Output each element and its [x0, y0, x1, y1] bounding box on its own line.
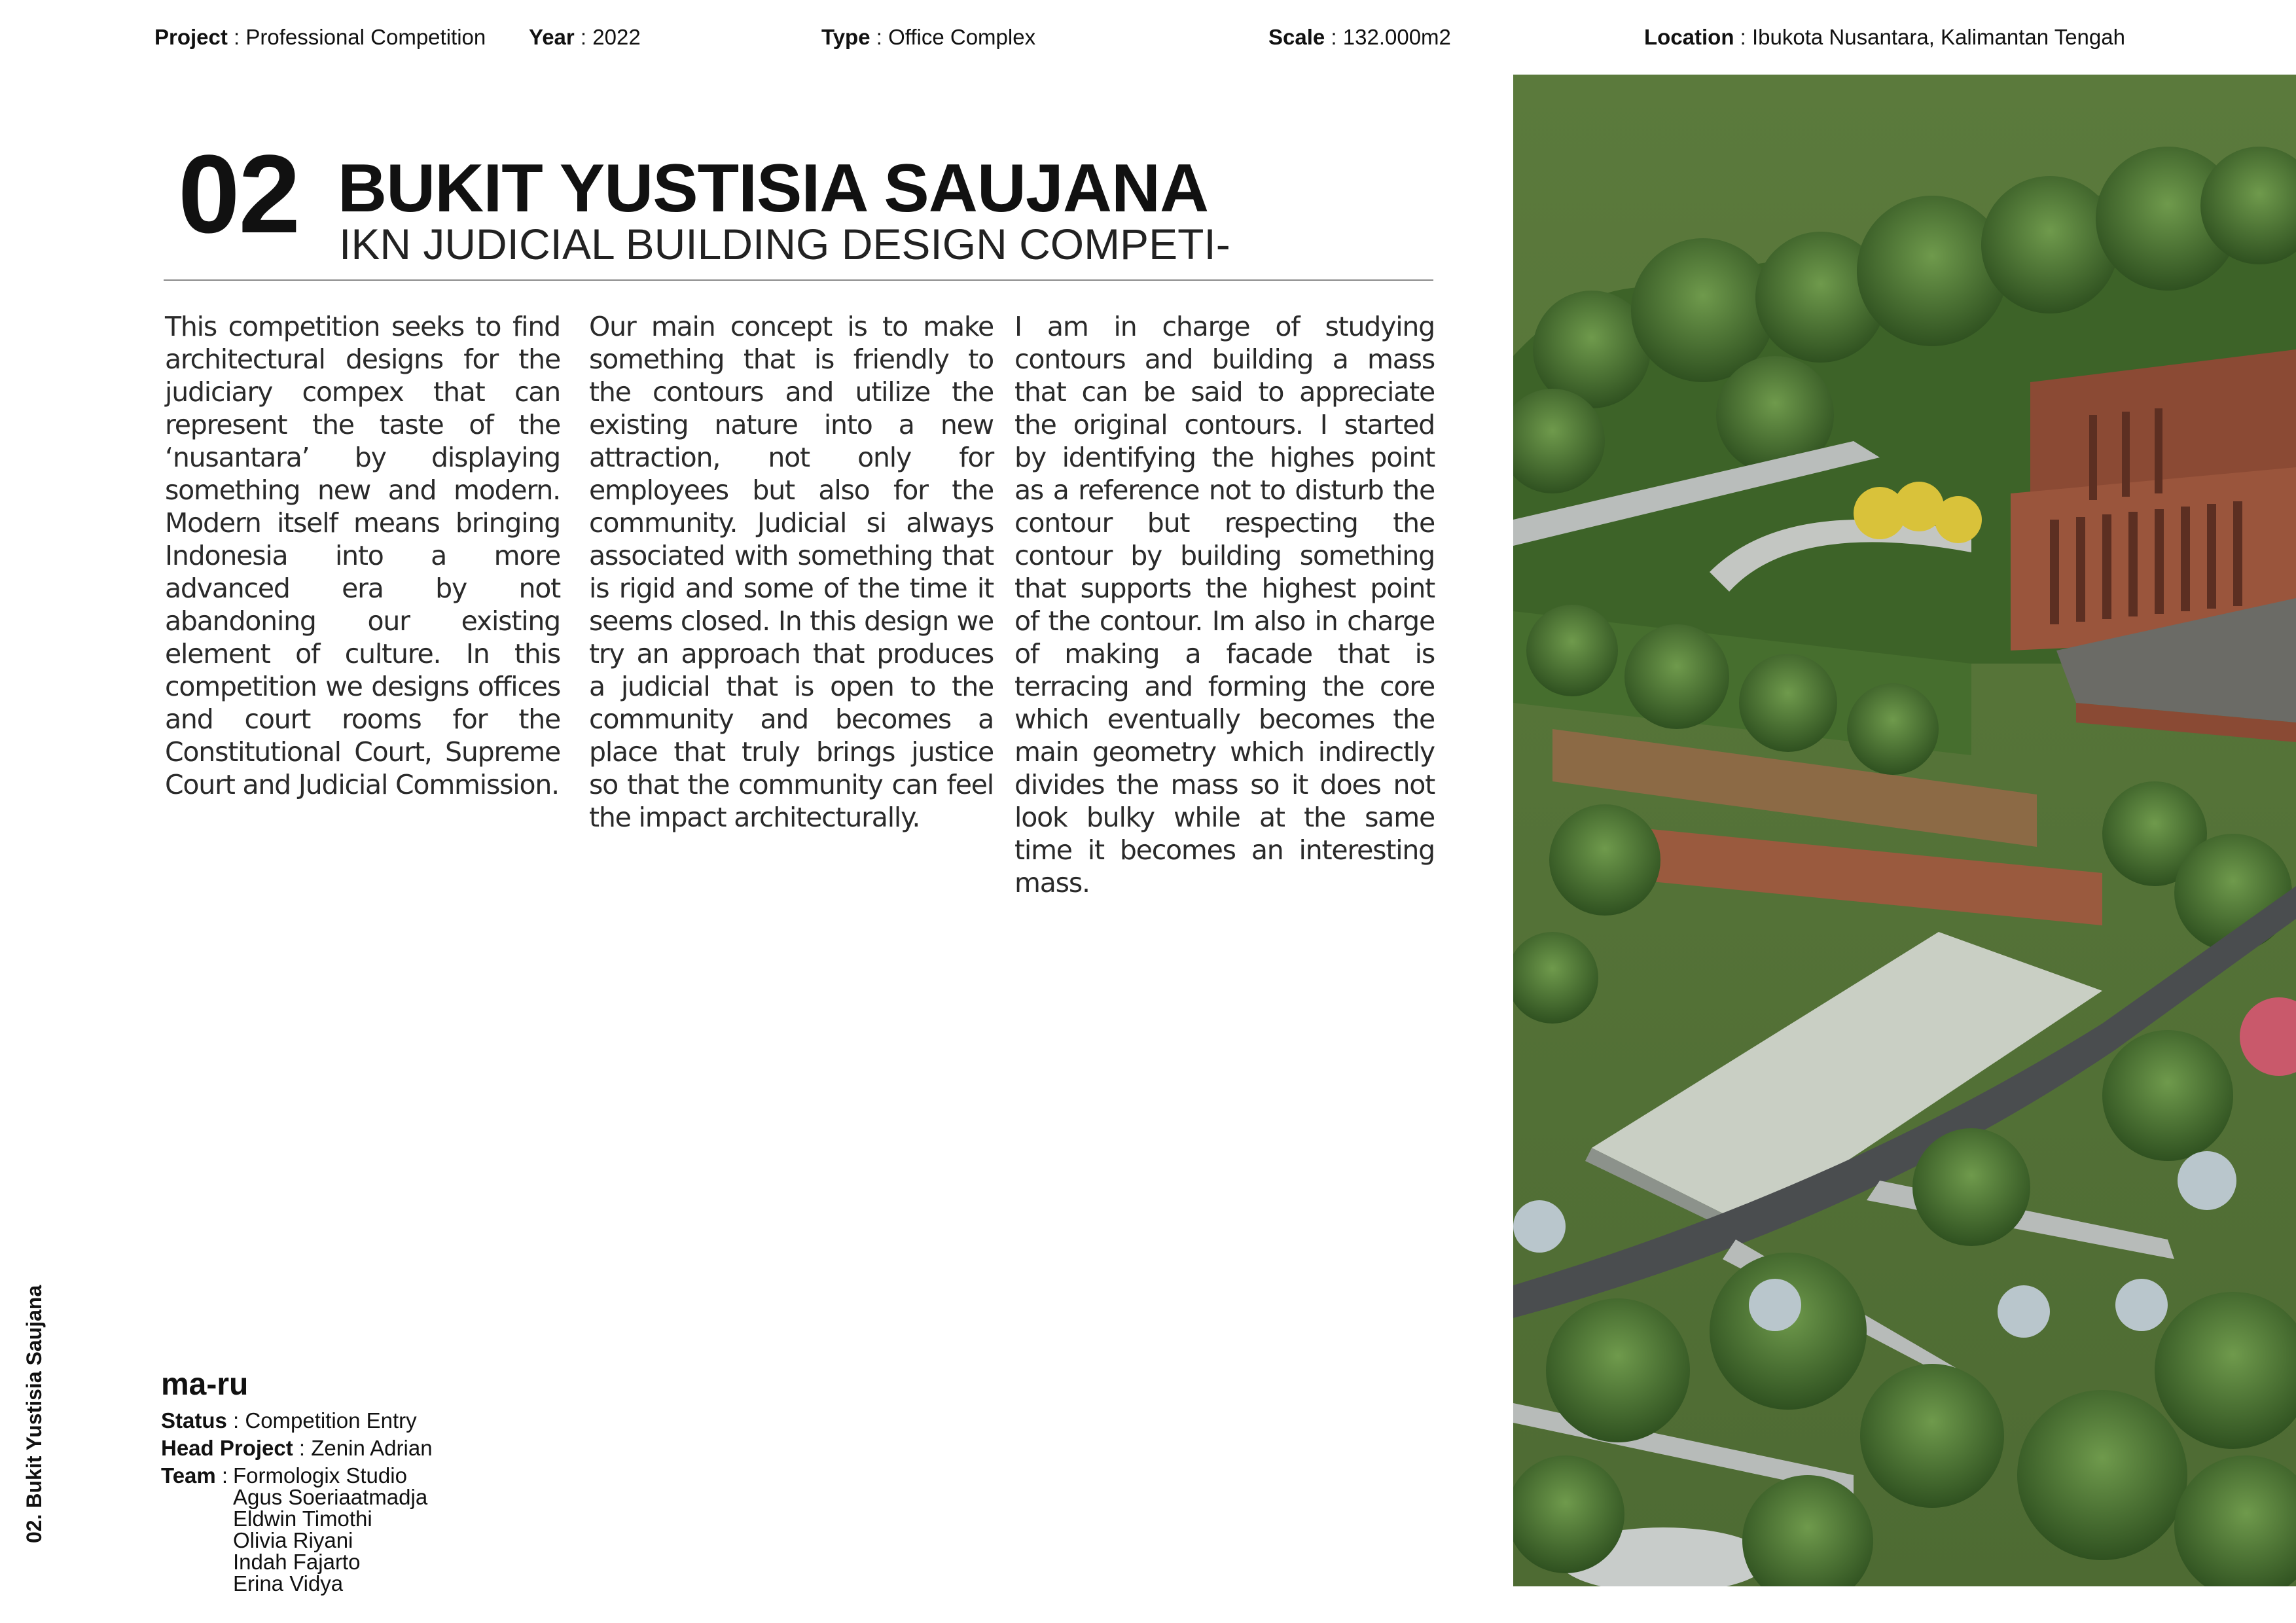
aerial-render-image [1513, 75, 2296, 1586]
meta-project-label: Project [154, 25, 228, 49]
project-number: 02 [178, 132, 300, 257]
render-illustration [1513, 75, 2296, 1586]
head-project-label: Head Project [161, 1436, 293, 1460]
meta-project: Project : Professional Competition [154, 25, 486, 49]
meta-location: Location : Ibukota Nusantara, Kalimantan Tengah [1644, 25, 2125, 49]
meta-scale-label: Scale [1268, 25, 1325, 49]
team-member: Formologix Studio [233, 1463, 407, 1488]
status-line: Status : Competition Entry [161, 1408, 417, 1433]
text-column-3: I am in charge of studying contours and building a mass that can be said to appreciate the original contours. I started by identifying the highes point as a reference not to disturb the contour but respecting the contour by building something that supports the highest point of the contour. Im also in charge of making a facade that is terracing and forming the core which eventually becomes the main geometry which indirectly divides the mass so it does not look bulky while at the same time it becomes an interesting mass. [1014, 311, 1435, 899]
credits-block [161, 1369, 433, 1594]
team-line [161, 1465, 433, 1594]
meta-type-label: Type [821, 25, 870, 49]
team-list [233, 1465, 427, 1594]
head-project-line: Head Project : Zenin Adrian [161, 1436, 433, 1460]
team-label: Team [161, 1463, 216, 1488]
meta-scale-value: 132.000m2 [1342, 25, 1451, 49]
text-column-2: Our main concept is to make something that is friendly to the contours and utilize the existing nature into a new attraction, not only for employees but also for the community. Judicial si always associated with something that is rigid and some of the time it seems closed. In this design we try an approach that produces a judicial that is open to the community and becomes a place that truly brings justice so that the community can feel the impact architecturally. [589, 311, 994, 833]
team-member: Agus Soeriaatmadja [233, 1485, 428, 1509]
status-value: Competition Entry [245, 1408, 417, 1433]
meta-location-value: Ibukota Nusantara, Kalimantan Tengah [1752, 25, 2125, 49]
meta-year-label: Year [529, 25, 575, 49]
team-member: Eldwin Timothi [233, 1507, 372, 1531]
team-member: Olivia Riyani [233, 1528, 353, 1552]
studio-name: ma-ru [161, 1367, 249, 1402]
meta-type: Type : Office Complex [821, 25, 1036, 49]
side-project-label: 02. Bukit Yustisia Saujana [22, 1285, 46, 1543]
meta-type-value: Office Complex [888, 25, 1036, 49]
title-divider [164, 279, 1433, 281]
team-label-wrap: Team : [161, 1463, 228, 1488]
meta-year: Year : 2022 [529, 25, 641, 49]
meta-scale: Scale : 132.000m2 [1268, 25, 1451, 49]
text-column-1: This competition seeks to find architectural designs for the judiciary compex that can represent the taste of the ‘nusantara’ by displaying something new and modern. Modern itself means bringing Indonesia into a more advanced era by not abandoning our existing element of culture. In this competition we designs offices and court rooms for the Constitutional Court, Supreme Court and Judicial Commission. [165, 311, 560, 800]
meta-project-value: Professional Competition [245, 25, 486, 49]
head-project-value: Zenin Adrian [311, 1436, 433, 1460]
meta-year-value: 2022 [592, 25, 641, 49]
meta-location-label: Location [1644, 25, 1734, 49]
project-subtitle: IKN JUDICIAL BUILDING DESIGN COMPETI- [339, 220, 1230, 268]
status-label: Status [161, 1408, 227, 1433]
team-member: Indah Fajarto [233, 1550, 361, 1574]
team-member: Erina Vidya [233, 1571, 344, 1596]
project-title: BUKIT YUSTISIA SAUJANA [338, 151, 1209, 226]
